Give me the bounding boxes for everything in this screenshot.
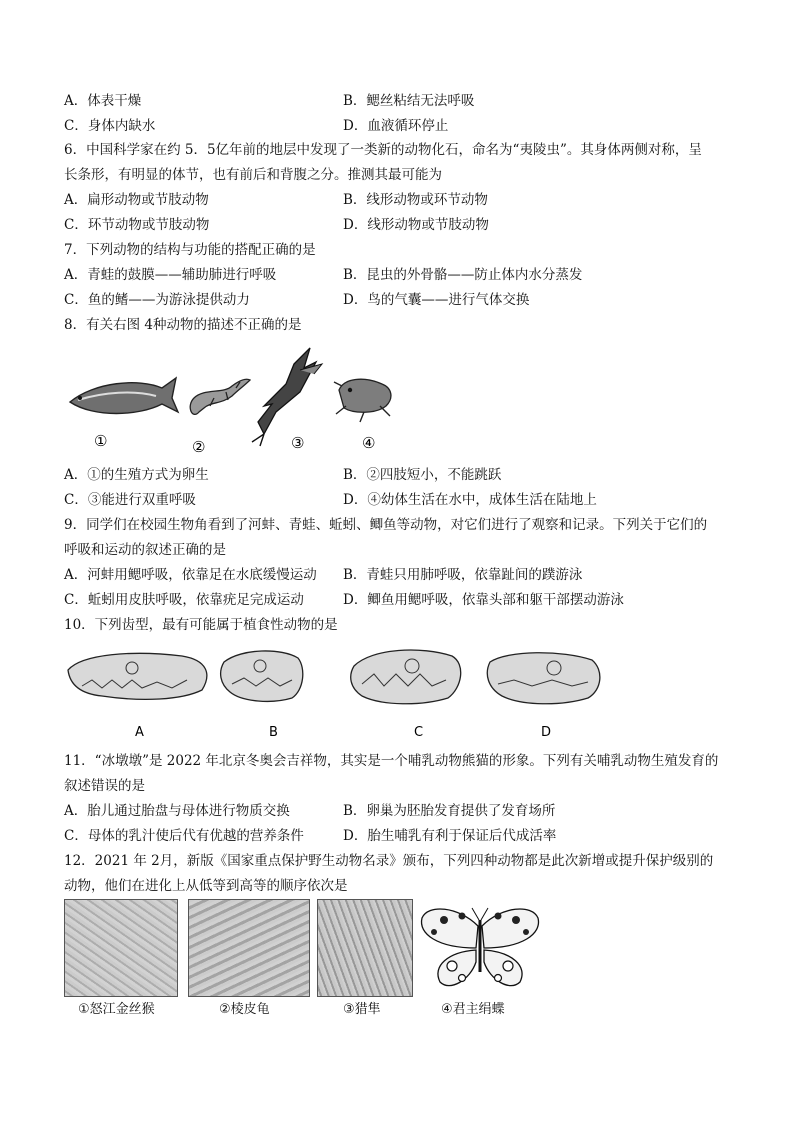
skull-c-image [351,650,461,704]
q11-stem-line2: 叙述错误的是 [64,778,145,794]
q11-option-c[interactable]: C．母体的乳汁使后代有优越的营养条件 [64,828,304,844]
q12-label-2: ②棱皮龟 [219,1002,270,1017]
q7-option-d[interactable]: D．鸟的气囊——进行气体交换 [343,292,530,308]
q5-option-c[interactable]: C．身体内缺水 [64,118,156,134]
q10-label-d: D [541,725,552,740]
lizard-image [190,379,250,414]
q7-option-c[interactable]: C．鱼的鳍——为游泳提供动力 [64,292,250,308]
skull-d-image [487,653,600,704]
skull-b-image [221,651,303,701]
saker-falcon-photo [317,899,413,997]
q9-stem-line2: 呼吸和运动的叙述正确的是 [64,542,226,558]
q6-option-b[interactable]: B．线形动物或环节动物 [343,192,488,208]
q8-stem: 8．有关右图 4种动物的描述不正确的是 [64,317,302,333]
q7-option-a[interactable]: A．青蛙的鼓膜——辅助肺进行呼吸 [64,267,277,283]
q8-option-c[interactable]: C．③能进行双重呼吸 [64,492,196,508]
q9-option-b[interactable]: B．青蛙只用肺呼吸，依靠趾间的蹼游泳 [343,567,583,583]
q6-stem-line1: 6．中国科学家在约 5．5亿年前的地层中发现了一类新的动物化石，命名为“夷陵虫”。其身体两侧对称，呈 [64,142,702,158]
q11-option-d[interactable]: D．胎生哺乳有利于保证后代成活率 [343,828,557,844]
apollo-butterfly-image [418,904,542,994]
q8-option-b[interactable]: B．②四肢短小，不能跳跃 [343,467,502,483]
q5-option-b[interactable]: B．鳃丝粘结无法呼吸 [343,93,475,109]
q8-option-d[interactable]: D．④幼体生活在水中，成体生活在陆地上 [343,492,597,508]
q7-option-b[interactable]: B．昆虫的外骨骼——防止体内水分蒸发 [343,267,583,283]
q9-option-a[interactable]: A．河蚌用鳃呼吸，依靠足在水底缓慢运动 [64,567,317,583]
leatherback-turtle-photo [188,899,310,997]
q11-option-b[interactable]: B．卵巢为胚胎发育提供了发育场所 [343,803,556,819]
q12-stem-line2: 动物，他们在进化上从低等到高等的顺序依次是 [64,878,348,894]
q8-label-3: ③ [291,434,305,452]
q8-label-1: ① [94,432,108,450]
q10-stem: 10．下列齿型，最有可能属于植食性动物的是 [64,617,338,633]
q10-skulls-figure [62,640,622,745]
q8-label-2: ② [192,438,206,456]
q8-animals-figure [64,342,424,457]
q10-label-b: B [269,725,278,740]
q6-stem-line2: 长条形，有明显的体节，也有前后和背腹之分。推测其最可能为 [64,167,442,183]
q9-stem-line1: 9．同学们在校园生物角看到了河蚌、青蛙、蚯蚓、鲫鱼等动物，对它们进行了观察和记录。下列关于它们的 [64,517,708,533]
eagle-image [252,348,322,446]
q12-label-1: ①怒江金丝猴 [78,1002,155,1017]
q8-label-4: ④ [362,434,376,452]
q11-stem-line1: 11．“冰墩墩”是 2022 年北京冬奥会吉祥物，其实是一个哺乳动物熊猫的形象。下列有关哺乳动物生殖发育的 [64,753,719,769]
fish-image [70,378,178,414]
q9-option-c[interactable]: C．蚯蚓用皮肤呼吸，依靠疣足完成运动 [64,592,304,608]
q5-option-a[interactable]: A．体表干燥 [64,93,142,109]
q6-option-c[interactable]: C．环节动物或节肢动物 [64,217,210,233]
q12-label-4: ④君主绢蝶 [441,1002,505,1017]
q6-option-a[interactable]: A．扁形动物或节肢动物 [64,192,209,208]
q7-stem: 7．下列动物的结构与功能的搭配正确的是 [64,242,316,258]
skull-a-image [68,653,207,699]
q11-option-a[interactable]: A．胎儿通过胎盘与母体进行物质交换 [64,803,290,819]
q5-option-d[interactable]: D．血液循环停止 [343,118,449,134]
q12-label-3: ③猎隼 [343,1002,381,1017]
q10-label-a: A [135,725,144,740]
q12-stem-line1: 12．2021 年 2月，新版《国家重点保护野生动物名录》颁布，下列四种动物都是此次新增或提升保护级别的 [64,853,714,869]
q9-option-d[interactable]: D．鲫鱼用鳃呼吸，依靠头部和躯干部摆动游泳 [343,592,624,608]
q10-label-c: C [414,725,424,740]
golden-monkey-photo [64,899,178,997]
q6-option-d[interactable]: D．线形动物或节肢动物 [343,217,489,233]
q8-option-a[interactable]: A．①的生殖方式为卵生 [64,467,209,483]
frog-image [334,379,391,422]
